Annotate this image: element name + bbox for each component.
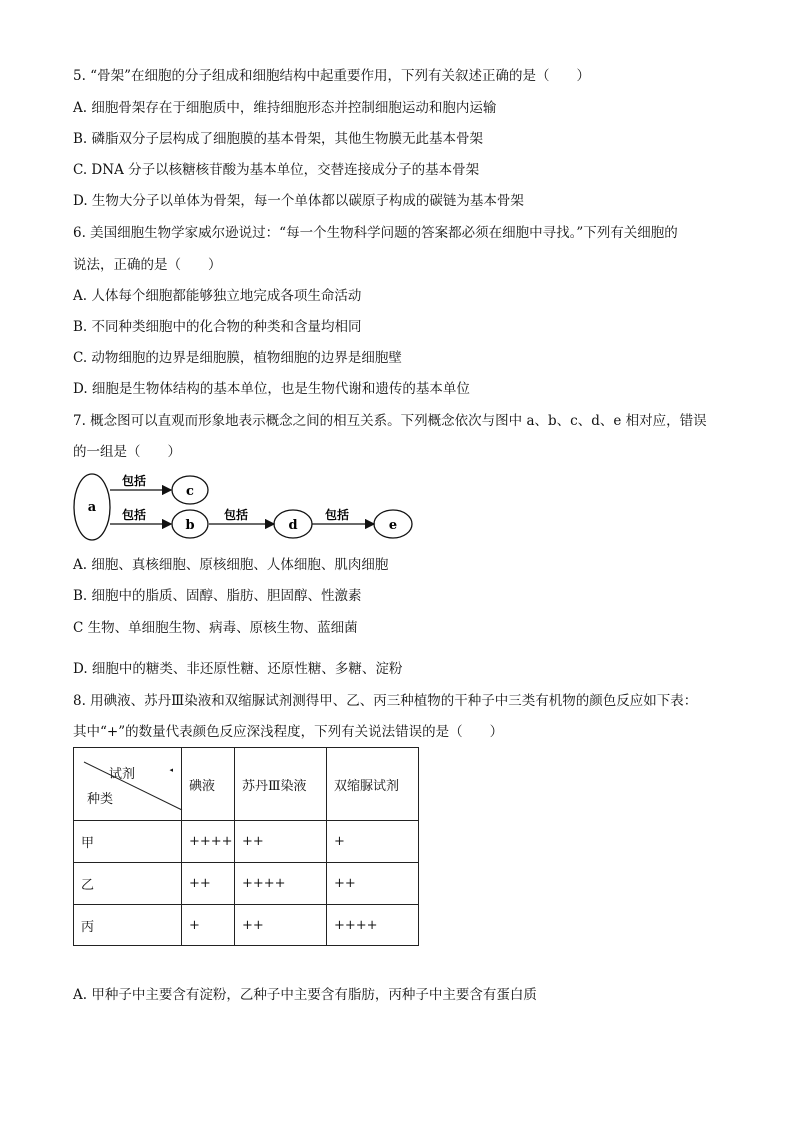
q7-stem-line2: 的一组是（ ）	[73, 444, 181, 460]
table-cell: ++++	[327, 905, 419, 946]
table-header-cell: 碘液	[182, 748, 235, 821]
q7-option-a: A. 细胞、真核细胞、原核细胞、人体细胞、肌肉细胞	[73, 557, 389, 573]
table-corner-cell	[74, 748, 182, 821]
table-cell: ++	[235, 905, 327, 946]
q6-stem-line2: 说法，正确的是（ ）	[73, 257, 222, 273]
edge-d-e-label: 包括	[325, 508, 350, 522]
q7-option-c: C 生物、单细胞生物、病毒、原核生物、蓝细菌	[73, 620, 358, 636]
q6-stem-line1: 6. 美国细胞生物学家威尔逊说过：“每一个生物科学问题的答案都必须在细胞中寻找。”下列有关细胞的	[73, 225, 678, 241]
table-row	[74, 905, 419, 946]
q5-option-b: B. 磷脂双分子层构成了细胞膜的基本骨架，其他生物膜无此基本骨架	[73, 131, 484, 147]
concept-diagram	[72, 470, 417, 544]
table-cell: ++	[327, 863, 419, 905]
edge-a-c-label: 包括	[122, 474, 147, 488]
node-d-label: d	[288, 518, 298, 533]
edge-b-d-label: 包括	[224, 508, 249, 522]
table-cell: ++	[182, 863, 235, 905]
q8-stem-line1: 8. 用碘液、苏丹Ⅲ染液和双缩脲试剂测得甲、乙、丙三种植物的干种子中三类有机物的颜色反应如下表：	[73, 693, 698, 709]
table-row	[74, 863, 419, 905]
node-c-label: c	[186, 484, 194, 499]
table-cell: +	[182, 905, 235, 946]
edge-a-b-label: 包括	[122, 508, 147, 522]
corner-mark-icon: ◂	[169, 766, 173, 774]
table-header-row	[74, 748, 419, 821]
table-header-cell: 双缩脲试剂	[327, 748, 419, 821]
q5-option-a: A. 细胞骨架存在于细胞质中，维持细胞形态并控制细胞运动和胞内运输	[73, 100, 497, 116]
q5-option-c: C. DNA 分子以核糖核苷酸为基本单位，交替连接成分子的基本骨架	[73, 162, 480, 178]
q6-option-c: C. 动物细胞的边界是细胞膜，植物细胞的边界是细胞壁	[73, 350, 402, 366]
q8-option-a: A. 甲种子中主要含有淀粉，乙种子中主要含有脂肪，丙种子中主要含有蛋白质	[73, 987, 537, 1003]
q7-stem-line1: 7. 概念图可以直观而形象地表示概念之间的相互关系。下列概念依次与图中 a、b、c、d、e 相对应，错误	[73, 413, 707, 429]
node-e-label: e	[388, 518, 398, 533]
table-header-cell: 苏丹Ⅲ染液	[235, 748, 327, 821]
corner-label-kind: 种类	[87, 792, 114, 807]
corner-diagonal	[74, 748, 188, 820]
table-row-label: 丙	[74, 905, 182, 946]
table-cell: ++	[235, 821, 327, 863]
node-b-label: b	[185, 518, 195, 533]
q6-option-a: A. 人体每个细胞都能够独立地完成各项生命活动	[73, 288, 362, 304]
q6-option-b: B. 不同种类细胞中的化合物的种类和含量均相同	[73, 319, 362, 335]
reagent-table	[73, 747, 419, 946]
table-cell: ++++	[235, 863, 327, 905]
q6-option-d: D. 细胞是生物体结构的基本单位，也是生物代谢和遗传的基本单位	[73, 381, 470, 397]
table-cell: +	[327, 821, 419, 863]
table-cell: ++++	[182, 821, 235, 863]
table-row-label: 乙	[74, 863, 182, 905]
q7-option-d: D. 细胞中的糖类、非还原性糖、还原性糖、多糖、淀粉	[73, 661, 403, 677]
table-row	[74, 821, 419, 863]
q8-stem-line2: 其中“+”的数量代表颜色反应深浅程度，下列有关说法错误的是（ ）	[73, 724, 504, 740]
q5-stem: 5. “骨架”在细胞的分子组成和细胞结构中起重要作用，下列有关叙述正确的是（ ）	[73, 68, 590, 84]
q7-option-b: B. 细胞中的脂质、固醇、脂肪、胆固醇、性激素	[73, 588, 362, 604]
table-row-label: 甲	[74, 821, 182, 863]
corner-label-reagent: 试剂	[108, 767, 135, 782]
node-a-label: a	[87, 500, 97, 515]
q5-option-d: D. 生物大分子以单体为骨架，每一个单体都以碳原子构成的碳链为基本骨架	[73, 193, 524, 209]
